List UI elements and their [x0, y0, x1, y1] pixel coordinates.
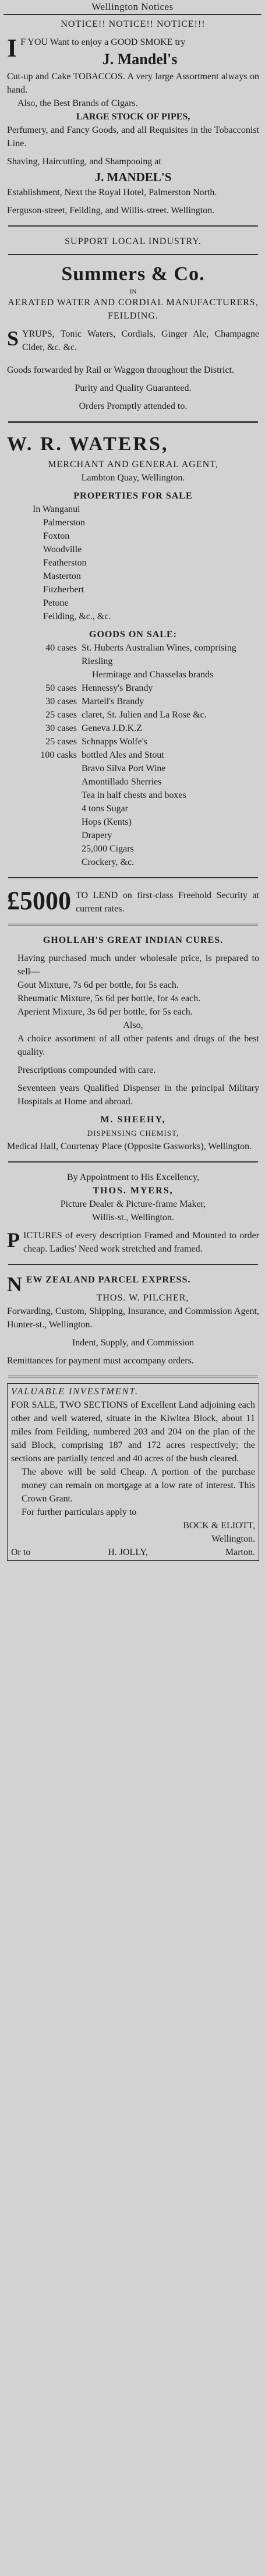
property-item: Petone [43, 598, 69, 608]
goods-heading: GOODS ON SALE: [89, 630, 177, 639]
mandel-line1: Cut-up and Cake TOBACCOS. A very large Assortment always on hand. [7, 72, 259, 95]
goods-qty: 40 cases [45, 643, 77, 653]
goods-desc: claret, St. Julien and La Rose &c. [82, 710, 207, 720]
property-item: In Wanganui [33, 504, 80, 514]
goods-item [7, 856, 259, 869]
goods-desc: Crockery, &c. [82, 857, 135, 867]
loan-advert [7, 884, 259, 918]
pilcher-title [7, 1273, 259, 1296]
or-to: Or to [11, 1547, 31, 1557]
mandel-advert [7, 15, 259, 220]
goods-desc: Drapery [82, 831, 112, 840]
goods-qty [7, 802, 82, 815]
properties-list [7, 503, 259, 623]
property-item: Feilding, &c., &c. [43, 612, 111, 621]
dropcap: S [7, 327, 19, 350]
goods-item [7, 735, 259, 748]
mandel-line3: Perfumery, and Fancy Goods, and all Requisites in the Tobacconist Line. [7, 125, 259, 149]
mandel-line6: Ferguson-street, Feilding, and Willis-street. Wellington. [7, 206, 215, 215]
goods-desc: Martell's Brandy [82, 697, 144, 706]
investment-agent-place: Wellington. [211, 1534, 255, 1544]
goods-item [7, 815, 259, 829]
myers-address: Willis-st., Wellington. [92, 1213, 174, 1222]
divider [8, 924, 258, 925]
support-headline: SUPPORT LOCAL INDUSTRY. [65, 236, 202, 246]
goods-item [7, 829, 259, 842]
goods-list [7, 641, 259, 869]
goods-qty: 100 casks [40, 750, 77, 760]
property-item: Featherston [43, 558, 87, 568]
ghollah-presc: Prescriptions compounded with care. [17, 1065, 156, 1075]
sheehy-role: DISPENSING CHEMIST, [87, 1129, 179, 1137]
myers-advert [7, 1168, 259, 1258]
waters-name: W. R. WATERS, [7, 433, 169, 455]
investment-title: VALUABLE INVESTMENT. [11, 1387, 139, 1397]
waters-address: Lambton Quay, Wellington. [81, 473, 185, 483]
ghollah-exp: Seventeen years Qualified Dispenser in the principal Military Hospitals at Home and abroad. [17, 1083, 259, 1107]
properties-heading: PROPERTIES FOR SALE [73, 491, 193, 501]
goods-item [7, 722, 259, 735]
property-item: Masterton [43, 571, 81, 581]
mandel-line4: Shaving, Haircutting, and Shampooing at [7, 157, 161, 167]
ghollah-title: GHOLLAH'S GREAT INDIAN CURES. [43, 935, 224, 945]
syrups-text: YRUPS, Tonic Waters, Cordials, Ginger Ale, Champagne Cider, &c. &c. [22, 329, 259, 352]
ghollah-choice: A choice assortment of all other patents and drugs of the best quality. [17, 1034, 259, 1057]
goods-qty: 30 cases [45, 697, 77, 706]
goods-desc: 4 tons Sugar [82, 804, 128, 814]
property-item: Foxton [43, 531, 70, 541]
goods-item [7, 789, 259, 802]
jolly-name: H. JOLLY, [108, 1547, 148, 1557]
dropcap: N [7, 1273, 23, 1296]
mandel-line5: Establishment, Next the Royal Hotel, Palmerston North. [7, 188, 217, 197]
goods-desc: Hermitage and Chasselas brands [92, 670, 214, 680]
notice-headline: NOTICE!! NOTICE!! NOTICE!!! [61, 19, 206, 29]
property-item: Fitzherbert [43, 585, 84, 595]
pilcher-advert [7, 1271, 259, 1370]
goods-desc: Schnapps Wolfe's [82, 737, 147, 747]
goods-qty: 25 cases [45, 737, 77, 747]
ghollah-aperient: Aperient Mixture, 3s 6d per bottle, for 5s each. [17, 1007, 193, 1017]
goods-qty: 25 cases [45, 710, 77, 720]
jolly-place: Marton. [225, 1547, 255, 1557]
loan-amount: £5000 [7, 886, 71, 915]
summers-name: Summers & Co. [61, 263, 205, 285]
divider [8, 877, 258, 878]
goods-qty [7, 815, 82, 829]
goods-item [7, 668, 259, 681]
divider [8, 225, 258, 227]
goods-desc: Hops (Kents) [82, 817, 132, 827]
waters-advert [7, 429, 259, 871]
investment-advert [7, 1383, 259, 1561]
intro-text: F YOU Want to enjoy a GOOD SMOKE try [20, 37, 186, 47]
myers-text [7, 1229, 259, 1256]
property-item: Palmerston [43, 518, 85, 528]
goods-item [7, 802, 259, 815]
goods-qty: 30 cases [45, 723, 77, 733]
ghollah-intro: Having purchased much under wholesale price, is prepared to sell— [17, 953, 259, 977]
pilcher-remit: Remittances for payment must accompany orders. [7, 1356, 194, 1366]
goods-qty [7, 829, 82, 842]
mandel-name: J. Mandel's [102, 51, 178, 68]
investment-body: FOR SALE, TWO SECTIONS of Excellent Land adjoining each other and well watered, situate in the Kiwitea Block, about 11 miles from Feilding, numbered 203 and 204 on the plan of the said Block, comprising 187 and 172 acres respectively; the sections are partially tenced and 40 acres of the bush cleared. [11, 1400, 255, 1464]
goods-desc: Hennessy's Brandy [82, 683, 153, 693]
goods-desc: Riesling [82, 656, 113, 666]
summers-line1: AERATED WATER AND CORDIAL MANUFACTURERS, FEILDING. [8, 298, 259, 321]
investment-further: For further particulars apply to [22, 1507, 137, 1517]
goods-desc: St. Huberts Australian Wines, comprising [82, 643, 236, 653]
mandel-pipes: LARGE STOCK OF PIPES, [76, 112, 190, 122]
dropcap: P [7, 1228, 20, 1252]
divider [8, 421, 258, 423]
goods-desc: Bravo Silva Port Wine [82, 764, 166, 773]
divider [8, 1264, 258, 1265]
goods-item [7, 775, 259, 789]
title-text: EW ZEALAND PARCEL EXPRESS. [26, 1275, 191, 1285]
goods-qty [7, 668, 82, 681]
investment-terms: The above will be sold Cheap. A portion of the purchase money can remain on mortgage at a low rate of interest. This Crown Grant. [22, 1467, 255, 1504]
goods-item [7, 708, 259, 722]
goods-item [7, 655, 259, 668]
page-header: Wellington Notices [3, 0, 262, 15]
myers-appt: By Appointment to His Excellency, [67, 1172, 199, 1182]
summers-in: IN [129, 288, 137, 295]
summers-line5: Orders Promptly attended to. [79, 401, 188, 411]
property-item: Woodville [43, 545, 82, 554]
goods-qty [7, 775, 82, 789]
pictures-text: ICTURES of every description Framed and Mounted to order cheap. Ladies' Need work stretched and framed. [23, 1231, 259, 1254]
goods-desc: 25,000 Cigars [82, 844, 134, 854]
goods-item [7, 748, 259, 762]
mandel-name2: J. MANDEL'S [94, 170, 172, 184]
divider [8, 254, 258, 255]
sheehy-address: Medical Hall, Courtenay Place (Opposite Gasworks), Wellington. [7, 1142, 252, 1151]
ghollah-gout: Gout Mixture, 7s 6d per bottle, for 5s each. [17, 980, 179, 990]
goods-item [7, 695, 259, 708]
ghollah-advert [7, 931, 259, 1156]
goods-qty: 50 cases [45, 683, 77, 693]
ghollah-rheum: Rheumatic Mixture, 5s 6d per bottle, for 4s each. [17, 994, 201, 1003]
divider [8, 1161, 258, 1162]
dropcap: I [7, 34, 17, 62]
goods-qty [7, 789, 82, 802]
goods-qty [7, 655, 82, 668]
summers-line4: Purity and Quality Guaranteed. [75, 383, 192, 393]
myers-name: THOS. MYERS, [93, 1186, 174, 1196]
loan-text: TO LEND on first-class Freehold Security at current rates. [76, 891, 259, 914]
mandel-line2: Also, the Best Brands of Cigars. [17, 98, 138, 108]
goods-desc: Amontillado Sherries [82, 777, 162, 787]
goods-desc: Tea in half chests and boxes [82, 790, 186, 800]
goods-item [7, 842, 259, 856]
pilcher-indent: Indent, Supply, and Commission [72, 1338, 195, 1348]
myers-role: Picture Dealer & Picture-frame Maker, [60, 1199, 206, 1209]
goods-desc: bottled Ales and Stout [82, 750, 164, 760]
pilcher-name: THOS. W. PILCHER, [96, 1293, 189, 1303]
divider [8, 1376, 258, 1377]
goods-item [7, 641, 259, 655]
ghollah-also: Also, [123, 1020, 143, 1030]
summers-line2 [7, 327, 259, 354]
waters-title: MERCHANT AND GENERAL AGENT, [48, 460, 218, 469]
goods-desc: Geneva J.D.K.Z [82, 723, 142, 733]
goods-item [7, 681, 259, 695]
goods-qty [7, 762, 82, 775]
goods-qty [7, 842, 82, 856]
summers-line3: Goods forwarded by Rail or Waggon throughout the District. [7, 365, 234, 375]
summers-advert [7, 232, 259, 415]
goods-qty [7, 856, 82, 869]
investment-agent [11, 1519, 255, 1532]
pilcher-services: Forwarding, Custom, Shipping, Insurance, and Commission Agent, Hunter-st., Wellington. [7, 1306, 259, 1330]
goods-item [7, 762, 259, 775]
sheehy-name: M. SHEEHY, [100, 1115, 166, 1125]
agent-name: BOCK & ELIOTT, [183, 1521, 255, 1531]
investment-alt-contact [11, 1546, 255, 1559]
